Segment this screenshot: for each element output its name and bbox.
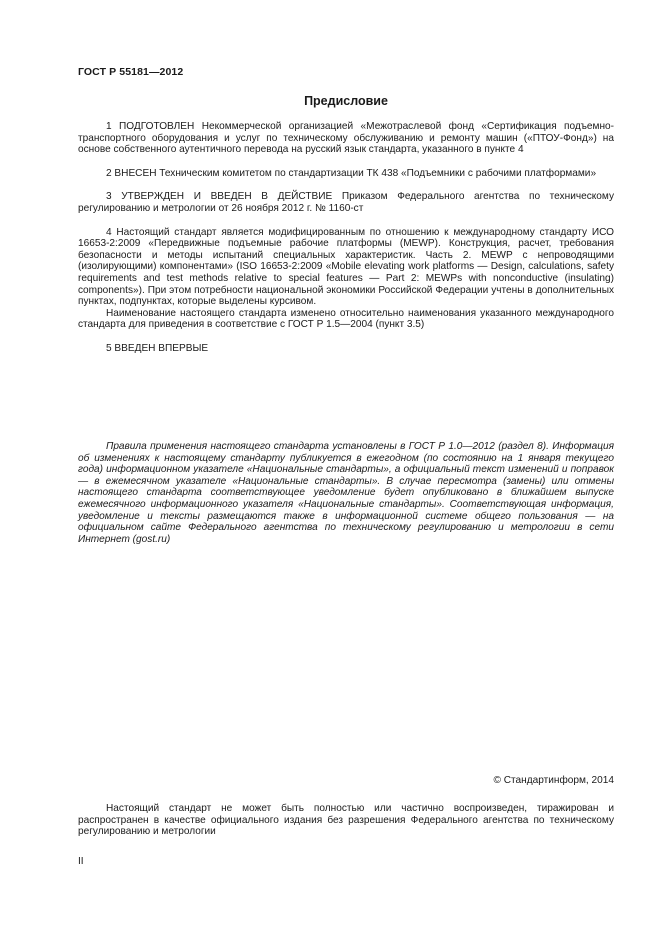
foreword-item-4-note: Наименование настоящего стандарта изменено относительно наименования указанного международного стандарта для приведения в соответствие с ГОСТ Р 1.5—2004 (пункт 3.5) xyxy=(78,307,614,331)
foreword-item-2: 2 ВНЕСЕН Техническим комитетом по стандартизации ТК 438 «Подъемники с рабочими платформами» xyxy=(106,167,597,179)
standard-code-header: ГОСТ Р 55181—2012 xyxy=(78,66,184,78)
page-title: Предисловие xyxy=(304,94,388,108)
application-rules-notice: Правила применения настоящего стандарта установлены в ГОСТ Р 1.0—2012 (раздел 8). Информация об изменениях к настоящему стандарту публикуется в ежегодном (по состоянию на 1 января текущего года) информационном указателе «Национальные стандарты», а официальный текст изменений и поправок — в ежемесячном указателе «Национальные стандарты». В случае пересмотра (замены) или отмены настоящего стандарта соответствующее уведомление будет опубликовано в ближайшем выпуске ежемесячного информационного указателя «Национальные стандарты». Соответствующая информация, уведомление и тексты размещаются также в информационной системе общего пользования — на официальном сайте Федерального агентства по техническому регулированию и метрологии в сети Интернет (gost.ru) xyxy=(78,441,614,545)
foreword-item-5: 5 ВВЕДЕН ВПЕРВЫЕ xyxy=(106,342,209,354)
foreword-item-4: 4 Настоящий стандарт является модифицированным по отношению к международному стандарту ИСО 16653-2:2009 «Передвижные подъемные рабочие платформы (MEWP). Конструкция, расчет, требования безопасности и методы испытаний специальных характеристик. Часть 2. MEWP с непроводящими (изолирующими) компонентами» (ISO 16653-2:2009 «Mobile elevating work platforms — Design, calculations, safety requirements and test methods relative to special features — Part 2: MEWPs with nonconductive (insulating) components»). При этом потребности национальной экономики Российской Федерации учтены в дополнительных пунктах, подпунктах, которые выделены курсивом. xyxy=(78,226,614,308)
reproduction-rights-text: Настоящий стандарт не может быть полностью или частично воспроизведен, тиражирован и распространен в качестве официального издания без разрешения Федерального агентства по техническому регулированию и метрологии xyxy=(78,803,614,838)
foreword-item-3: 3 УТВЕРЖДЕН И ВВЕДЕН В ДЕЙСТВИЕ Приказом Федерального агентства по техническому регулированию и метрологии от 26 ноября 2012 г. № 1160-ст xyxy=(78,191,614,214)
copyright-line: © Стандартинформ, 2014 xyxy=(493,775,614,786)
foreword-item-1: 1 ПОДГОТОВЛЕН Некоммерческой организацией «Межотраслевой фонд «Сертификация подъемно-транспортного оборудования и услуг по техническому обслуживанию и ремонту машин («ПТОУ-Фонд») на основе собственного аутентичного перевода на русский язык стандарта, указанного в пункте 4 xyxy=(78,121,614,156)
foreword-body xyxy=(78,121,614,355)
page-number: II xyxy=(78,856,84,867)
document-page xyxy=(78,0,614,936)
